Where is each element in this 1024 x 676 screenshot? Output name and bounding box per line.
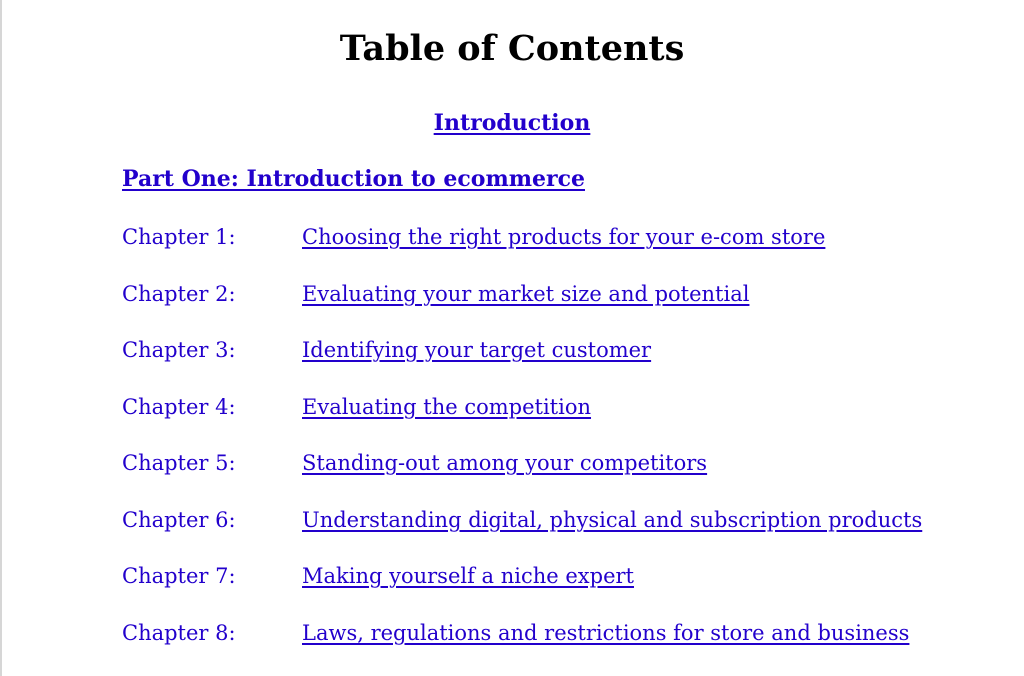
chapter-title: Making yourself a niche expert [302, 564, 634, 588]
chapter-number: Chapter 3: [122, 338, 236, 362]
chapter-link-7[interactable] [122, 563, 634, 589]
chapter-link-6[interactable] [122, 507, 922, 533]
chapter-title: Choosing the right products for your e-com store [302, 225, 826, 249]
chapter-number: Chapter 8: [122, 621, 236, 645]
chapter-title: Identifying your target customer [302, 338, 652, 362]
chapter-link-3[interactable] [122, 337, 651, 363]
chapter-number: Chapter 1: [122, 225, 236, 249]
chapter-title: Laws, regulations and restrictions for store and business [302, 621, 910, 645]
chapter-title: Evaluating the competition [302, 395, 592, 419]
chapter-number: Chapter 7: [122, 564, 236, 588]
chapter-number: Chapter 4: [122, 395, 236, 419]
chapter-link-4[interactable] [122, 394, 591, 420]
chapter-number: Chapter 5: [122, 451, 236, 475]
chapter-link-8[interactable] [122, 620, 909, 646]
chapter-number: Chapter 6: [122, 508, 236, 532]
chapter-link-2[interactable] [122, 281, 749, 307]
chapter-link-5[interactable] [122, 450, 707, 476]
part-one-link[interactable]: Part One: Introduction to ecommerce [122, 166, 585, 192]
chapter-number: Chapter 2: [122, 282, 236, 306]
page-title: Table of Contents [339, 28, 685, 69]
chapter-title: Evaluating your market size and potential [302, 282, 750, 306]
chapter-title: Standing-out among your competitors [302, 451, 708, 475]
introduction-link[interactable]: Introduction [433, 110, 591, 136]
chapter-title: Understanding digital, physical and subscription products [302, 508, 923, 532]
chapter-link-1[interactable] [122, 224, 825, 250]
